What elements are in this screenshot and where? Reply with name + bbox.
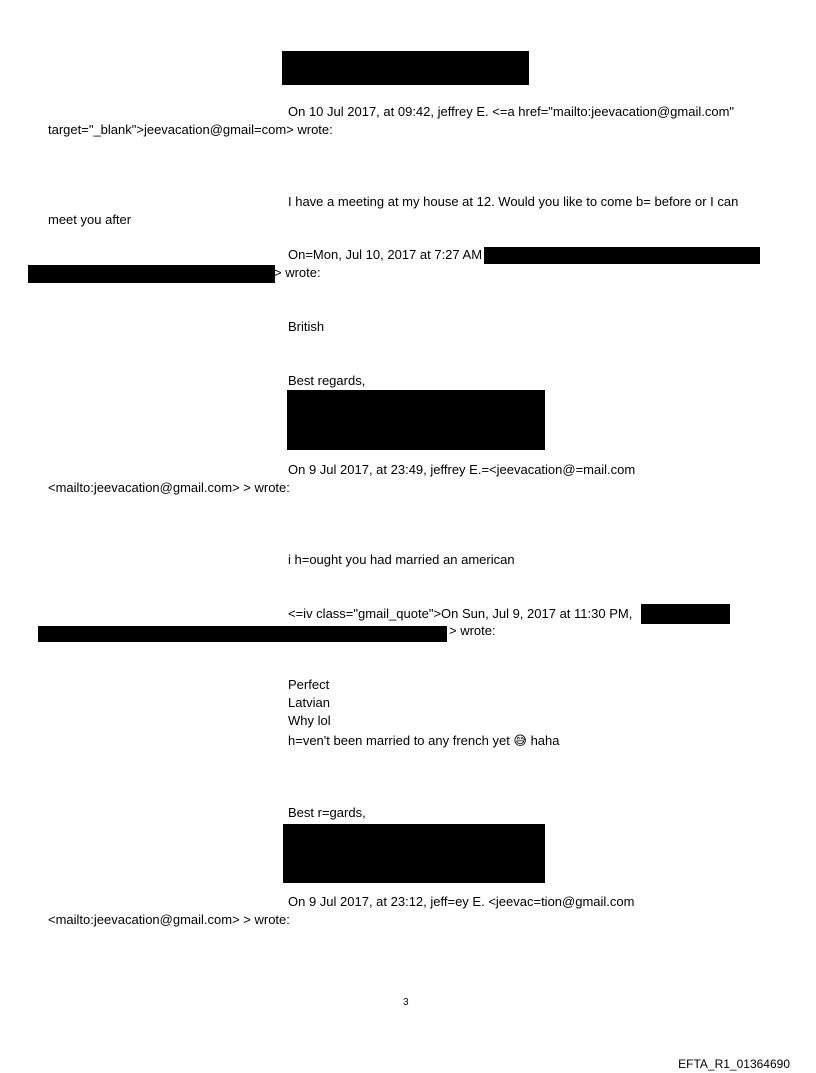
redaction-box [38, 626, 447, 642]
redaction-box [641, 604, 730, 624]
redaction-box [28, 265, 275, 283]
redaction-box [283, 824, 545, 883]
email-header-line: On 9 Jul 2017, at 23:12, jeff=ey E. <jeevac=tion@gmail.com [288, 894, 635, 909]
signature-line: Best regards, [288, 373, 366, 388]
bates-number: EFTA_R1_01364690 [678, 1057, 790, 1071]
redaction-box [484, 247, 760, 264]
email-header-line: On 10 Jul 2017, at 09:42, jeffrey E. <=a href="mailto:jeevacation@gmail.com" [288, 104, 735, 119]
message-text: Why lol [288, 713, 331, 728]
page-number: 3 [403, 997, 409, 1008]
redaction-box [287, 390, 545, 450]
message-text: meet you after [48, 212, 132, 227]
message-text: Latvian [288, 695, 330, 710]
email-header-line: > wrote: [274, 265, 321, 280]
email-header-line: <=iv class="gmail_quote">On Sun, Jul 9, 2017 at 11:30 PM, [288, 606, 633, 621]
redaction-box [282, 51, 529, 85]
signature-line: Best r=gards, [288, 805, 366, 820]
email-header-line: On=Mon, Jul 10, 2017 at 7:27 AM [288, 247, 483, 262]
message-text: British [288, 319, 325, 334]
message-text: Perfect [288, 677, 330, 692]
message-text: I have a meeting at my house at 12. Would you like to come b= before or I can [288, 194, 739, 209]
email-header-line: target="_blank">jeevacation@gmail=com> wrote: [48, 122, 333, 137]
email-header-line: <mailto:jeevacation@gmail.com> > wrote: [48, 480, 290, 495]
message-text: i h=ought you had married an american [288, 552, 515, 567]
email-header-line: > wrote: [449, 623, 496, 638]
email-header-line: <mailto:jeevacation@gmail.com> > wrote: [48, 912, 290, 927]
message-text: h=ven't been married to any french yet 😅 haha [288, 733, 560, 748]
email-header-line: On 9 Jul 2017, at 23:49, jeffrey E.=<jeevacation@=mail.com [288, 462, 636, 477]
